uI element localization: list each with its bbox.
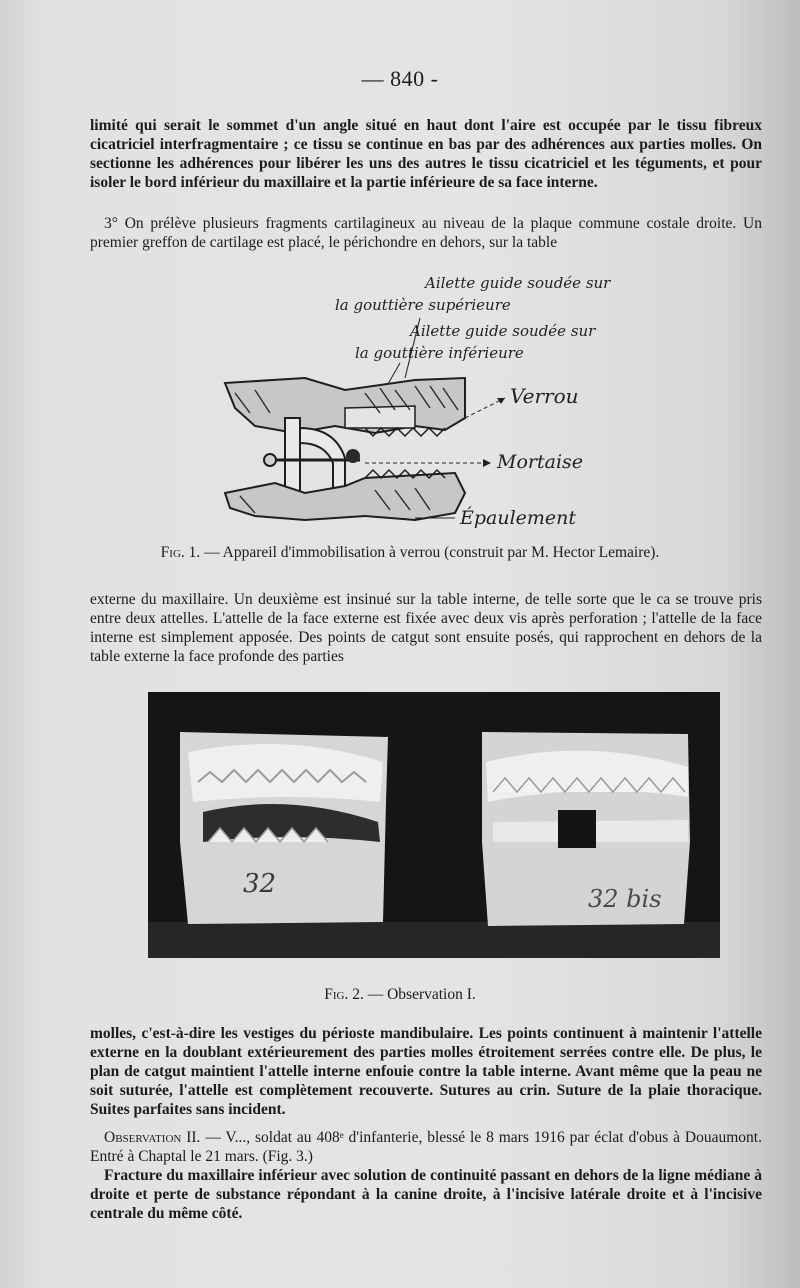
figure-1-caption-text: — Appareil d'immobilisation à verrou (construit par M. Hector Lemaire). [200, 544, 660, 561]
annotation-epaulement: Épaulement [460, 507, 577, 529]
figure-1-caption [60, 544, 760, 562]
annotation-mortaise: Mortaise [497, 451, 584, 473]
observation-2-text: — V..., soldat au 408ᵉ d'infanterie, blessé le 8 mars 1916 par éclat d'obus à Douaumont. Entré à Chaptal le 21 mars. (Fig. 3.) [90, 1129, 762, 1165]
page-number: — 840 - [361, 66, 439, 91]
figure-2-caption-label: Fig. 2. [324, 986, 364, 1003]
paragraph-step-3: 3° On prélève plusieurs fragments cartilagineux au niveau de la plaque commune costale droite. Un premier greffon de cartilage est placé, le périchondre en dehors, sur la table [90, 215, 762, 251]
figure-2-photo [148, 692, 720, 958]
figure-2-caption-text: — Observation I. [363, 986, 476, 1003]
annotation-lower-guide-2: la gouttière inférieure [355, 344, 524, 362]
cast-left-number: 32 [243, 869, 277, 899]
figure-2-caption [0, 986, 800, 1004]
annotation-verrou: Verrou [510, 384, 579, 408]
annotation-lower-guide-1: Ailette guide soudée sur [410, 322, 596, 340]
cast-right-number: 32 bis [588, 885, 662, 913]
annotation-upper-guide-1: Ailette guide soudée sur [425, 274, 611, 292]
paragraph-fracture: Fracture du maxillaire inférieur avec solution de continuité passant en dehors de la ligne médiane à droite et perte de substance répondant à la canine droite, à l'incisive latérale droite et à l'incisive centrale du même côté. [90, 1167, 762, 1222]
dental-cast-right [482, 732, 690, 926]
paragraph-continuation: limité qui serait le sommet d'un angle situé en haut dont l'aire est occupée par le tissu fibreux cicatriciel interfragmentaire ; ce tissu se continue en bas par des adhérences aux parties molles. On sectionne les adhérences pour libérer les uns des autres le tissu cicatriciel et les téguments, et pour isoler le bord inférieur du maxillaire et la partie inférieure de sa face interne. [90, 117, 762, 191]
paragraph-observation-2 [90, 1128, 762, 1166]
annotation-upper-guide-2: la gouttière supérieure [335, 296, 511, 314]
observation-2-label: Observation II. [104, 1129, 201, 1146]
paragraph-sutures: molles, c'est-à-dire les vestiges du périoste mandibulaire. Les points continuent à maintenir l'attelle externe en la doublant extérieurement des parties molles étroitement serrées contre elle. De plus, le plan de catgut maintient l'attelle interne enfouie contre la table interne. Avant même que la peau ne soit suturée, l'attelle est complètement recouverte. Sutures au crin. Suture de la plaie thoracique. Suites parfaites sans incident. [90, 1025, 762, 1118]
figure-1-drawing [215, 268, 685, 538]
paragraph-graft-description: externe du maxillaire. Un deuxième est insinué sur la table interne, de telle sorte que le ca se trouve pris entre deux attelles. L'attelle de la face externe est fixée avec deux vis après perforation ; l'attelle de la face interne est simplement apposée. Des points de catgut sont ensuite posés, qui rapprochent en dehors de la table externe la face profonde des parties [90, 591, 762, 665]
dental-cast-left [180, 732, 388, 924]
figure-1-caption-label: Fig. 1. [160, 544, 201, 561]
